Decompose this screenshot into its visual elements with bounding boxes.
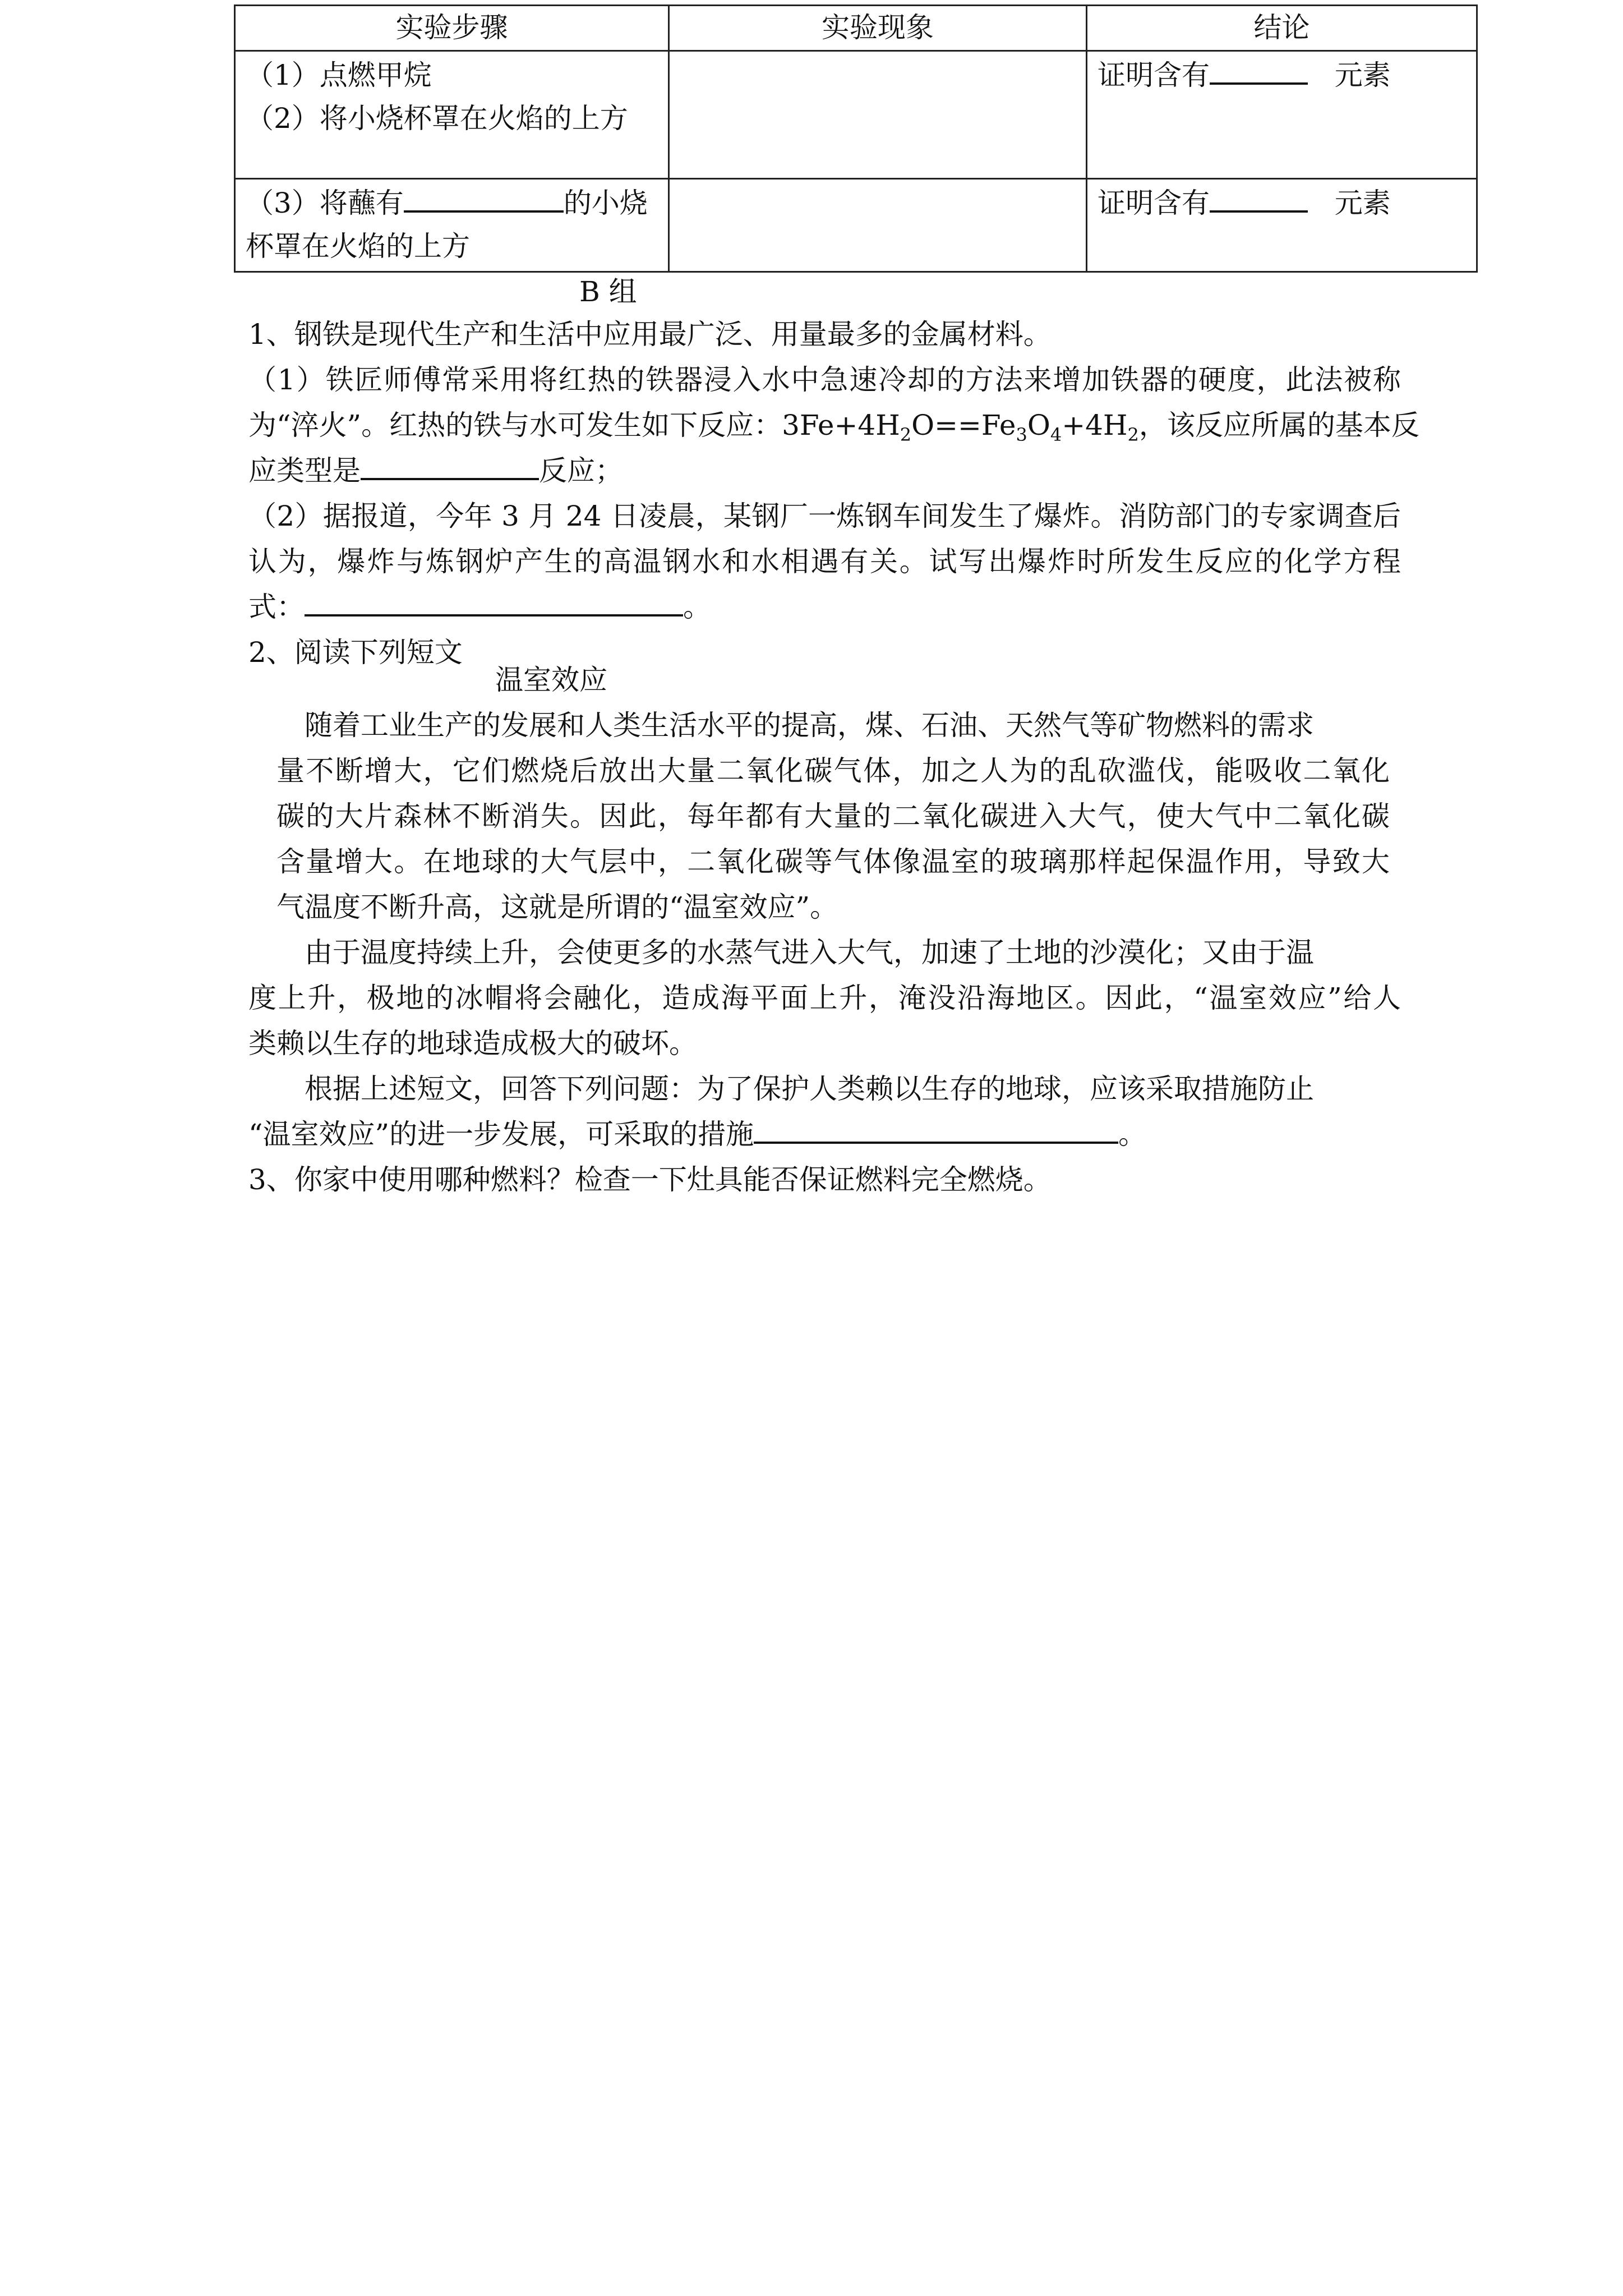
measure-blank[interactable] [754,1114,1118,1144]
conclusion-suffix: 元素 [1334,186,1391,219]
essay-line: 度上升，极地的冰帽将会融化，造成海平面上升，淹没沿海地区。因此，“温室效应”给人 [248,982,1401,1014]
conclusion-prefix: 证明含有 [1098,186,1210,219]
answer-blank[interactable] [1210,182,1308,213]
conclusion-prefix: 证明含有 [1098,58,1210,91]
essay-paragraph-2 [248,930,1401,1066]
q1-part2-line: 认为，爆炸与炼钢炉产生的高温钢水和水相遇有关。试写出爆炸时所发生反应的化学方程 [248,545,1401,578]
phenomenon-cell[interactable] [669,50,1087,178]
q1-intro: 1、钢铁是现代生产和生活中应用最广泛、用量最多的金属材料。 [248,318,1052,351]
essay-line: 碳的大片森林不断消失。因此，每年都有大量的二氧化碳进入大气，使大气中二氧化碳 [276,800,1390,832]
reagent-blank[interactable] [404,182,564,213]
equation-blank[interactable] [305,586,683,616]
q1-part2-line [248,585,1401,630]
essay-line: 含量增大。在地球的大气层中，二氧化碳等气体像温室的玻璃那样起保温作用，导致大 [276,845,1390,878]
essay-line: 类赖以生存的地球造成极大的破坏。 [248,1027,697,1060]
q1-part2-text: 式： [248,591,305,623]
q1-part1-line [248,448,1401,494]
header-conclusion: 结论 [1087,6,1477,51]
step-line: （2）将小烧杯罩在火焰的上方 [246,102,628,135]
step-prefix: （3）将蘸有 [246,186,404,219]
essay-line: 根据上述短文，回答下列问题：为了保护人类赖以生存的地球，应该采取措施防止 [305,1073,1314,1105]
conclusion-cell [1087,50,1477,178]
experiment-table [234,4,1478,273]
q1-part1-text: 应类型是 [248,454,361,487]
question-text: “温室效应”的进一步发展，可采取的措施 [248,1118,754,1151]
chemical-equation: $3Fe+4H_2O==Fe_3O_4+4H_2$ [782,409,1139,445]
answer-blank[interactable] [1210,54,1308,85]
q1-part1-text: 反应； [539,454,623,487]
question-1 [248,312,1419,675]
q2-intro: 2、阅读下列短文 [248,636,463,669]
essay-line: 由于温度持续上升，会使更多的水蒸气进入大气，加速了土地的沙漠化；又由于温 [305,936,1314,969]
q1-part1-text: ，该反应所属的基本反 [1138,409,1419,441]
essay-line [248,1112,1401,1157]
essay-line: 随着工业生产的发展和人类生活水平的提高，煤、石油、天然气等矿物燃料的需求 [305,709,1314,742]
table-header-row [235,6,1477,51]
header-phenomenon: 实验现象 [669,6,1087,51]
group-b-title: B 组 [579,275,637,308]
conclusion-cell [1087,178,1477,272]
reaction-type-blank[interactable] [361,450,539,480]
step-suffix: 的小烧杯罩在火焰的上方 [246,186,648,263]
essay-paragraph-1 [276,703,1390,930]
q1-part2-line: （2）据报道，今年 3 月 24 日凌晨，某钢厂一炼钢车间发生了爆炸。消防部门的专家调查后 [248,500,1401,532]
q1-part1-line [248,403,1419,448]
essay-line: 气温度不断升高，这就是所谓的“温室效应”。 [276,891,838,923]
phenomenon-cell[interactable] [669,178,1087,272]
essay-paragraph-3 [248,1066,1401,1203]
table-row [235,50,1477,178]
question-3: 3、你家中使用哪种燃料？检查一下灶具能否保证燃料完全燃烧。 [248,1163,1052,1196]
q1-part2-text: 。 [683,591,711,623]
step-cell [235,178,669,272]
essay-title: 温室效应 [495,664,607,696]
table-row [235,178,1477,272]
step-line: （1）点燃甲烷 [246,58,432,91]
q1-part1-line: （1）铁匠师傅常采用将红热的铁器浸入水中急速冷却的方法来增加铁器的硬度，此法被称 [248,364,1401,396]
question-text: 。 [1118,1118,1147,1151]
step-cell [235,50,669,178]
q1-part1-text: 为“淬火”。红热的铁与水可发生如下反应： [248,409,782,441]
conclusion-suffix: 元素 [1334,58,1391,91]
header-steps: 实验步骤 [235,6,669,51]
essay-line: 量不断增大，它们燃烧后放出大量二氧化碳气体，加之人为的乱砍滥伐，能吸收二氧化 [276,754,1390,787]
